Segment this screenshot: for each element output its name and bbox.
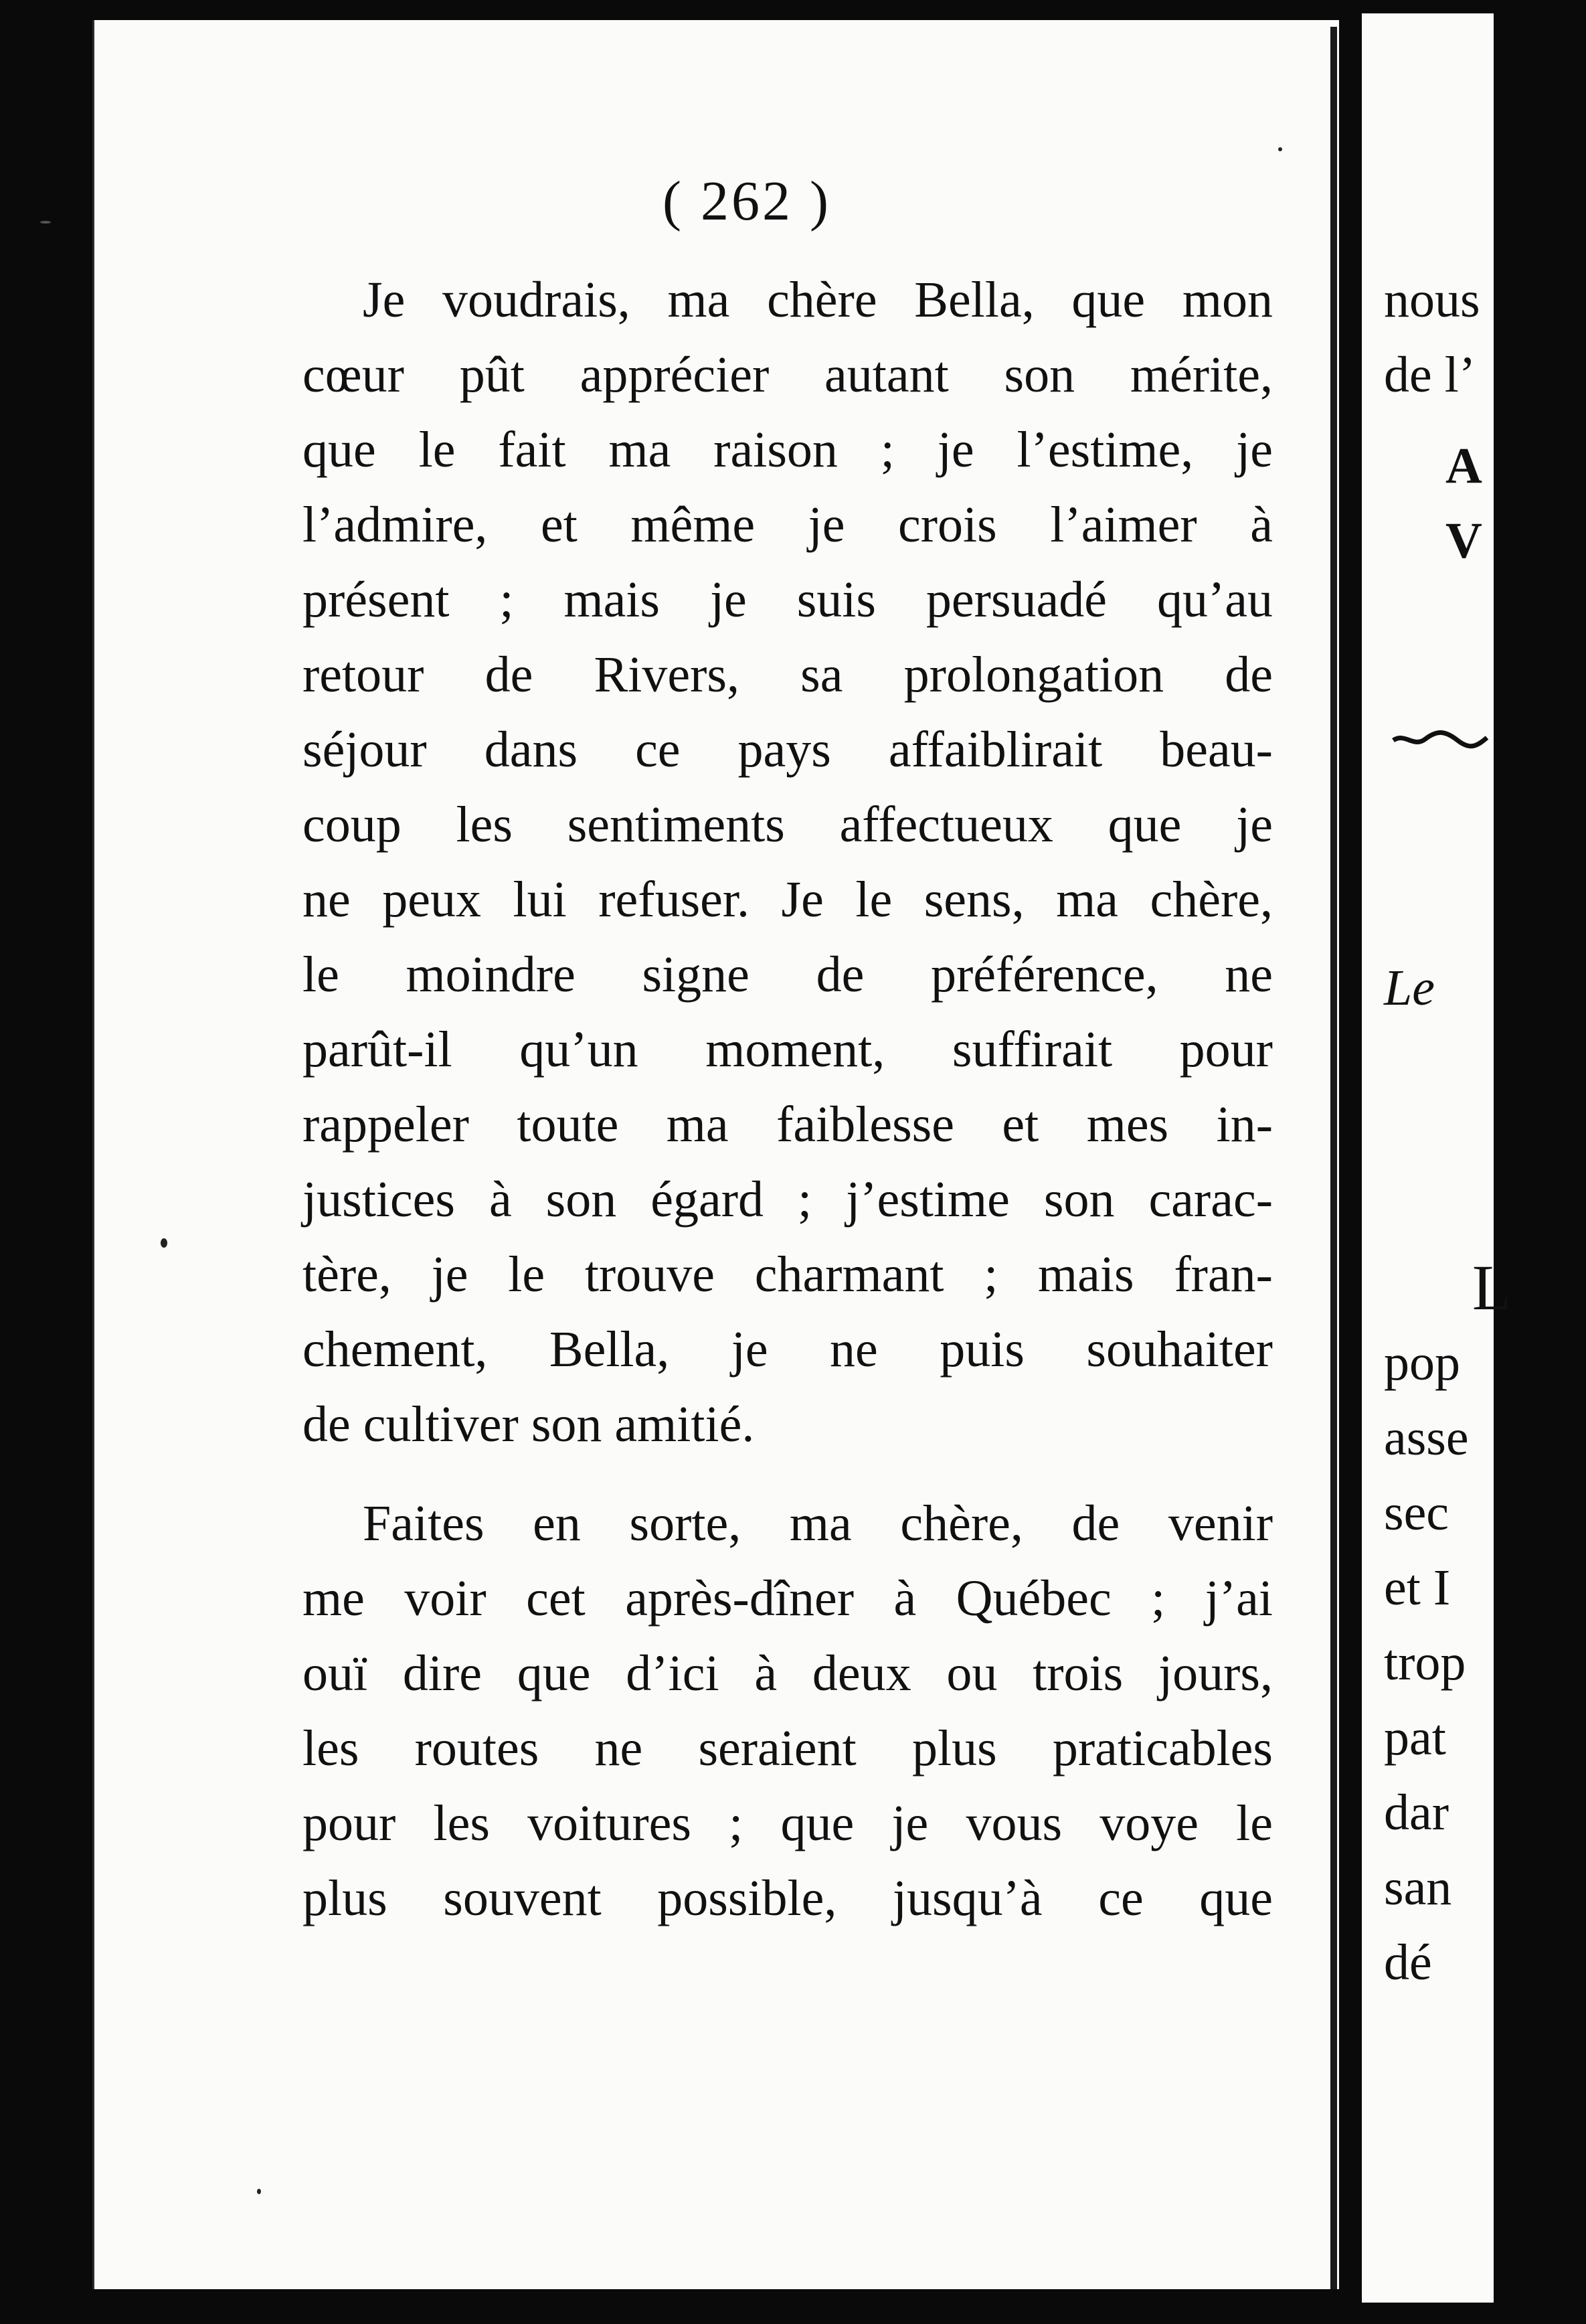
ornament-rule [1393,726,1487,752]
scan-speck [257,2189,261,2194]
right-italic-line: Le [1384,960,1435,1016]
right-page-top-lines [1384,262,1498,412]
text-line: chement, Bella, je ne puis souhaiter [302,1321,1273,1378]
right-text-line: sec [1384,1485,1449,1541]
text-line: justices à son égard ; j’estime son carac- [302,1171,1273,1228]
text-line: cœur pût apprécier autant son mérite, [302,347,1273,403]
text-line: les routes ne seraient plus praticables [302,1720,1273,1776]
right-page-body [1384,1325,1498,2000]
right-text-line: et I [1384,1560,1451,1616]
text-line: retour de Rivers, sa prolongation de [302,647,1273,703]
paragraph-2 [302,1486,1273,1936]
right-page-drop-initial [1472,1250,1586,1325]
right-text-line: dar [1384,1784,1449,1841]
scan-speck [161,1238,167,1248]
text-line: le moindre signe de préférence, ne [302,946,1273,1003]
right-text-line: de l’ [1384,347,1476,403]
text-line: tère, je le trouve charmant ; mais fran- [302,1246,1273,1303]
text-line: ouï dire que d’ici à deux ou trois jours, [302,1645,1273,1702]
right-text-line: pop [1384,1335,1460,1391]
scan-speck [1278,147,1282,151]
text-line: présent ; mais je suis persuadé qu’au [302,572,1273,628]
right-text-line: dé [1384,1934,1432,1991]
right-text-line: trop [1384,1635,1466,1691]
text-line: l’admire, et même je crois l’aimer à [302,497,1273,553]
right-page-heading [1445,428,1559,578]
text-line: plus souvent possible, jusqu’à ce que [302,1870,1273,1926]
right-page-italic [1384,950,1498,1025]
text-line: Faites en sorte, ma chère, de venir [363,1495,1273,1552]
text-line: Je voudrais, ma chère Bella, que mon [363,272,1273,328]
right-text-line: pat [1384,1710,1446,1766]
text-line: parût-il qu’un moment, suffirait pour [302,1021,1273,1078]
text-line: que le fait ma raison ; je l’estime, je [302,422,1273,478]
right-text-line: asse [1384,1410,1469,1466]
drop-initial: L [1472,1252,1512,1323]
text-line: coup les sentiments affectueux que je [302,797,1273,853]
right-text-line: nous [1384,272,1480,328]
text-line: me voir cet après-dîner à Québec ; j’ai [302,1570,1273,1627]
text-line: pour les voitures ; que je vous voye le [302,1795,1273,1851]
scan-speck [40,221,51,224]
text-line: ne peux lui refuser. Je le sens, ma chère, [302,872,1273,928]
paragraph-1 [302,262,1273,1462]
right-text-line: san [1384,1859,1452,1916]
right-heading-line: A [1445,438,1482,494]
text-line: rappeler toute ma faiblesse et mes in- [302,1096,1273,1153]
right-heading-line: V [1445,513,1482,569]
text-line: de cultiver son amitié. [302,1396,755,1452]
page-gutter [1330,27,1337,2289]
page-number: ( 262 ) [663,170,831,232]
text-line: séjour dans ce pays affaiblirait beau- [302,722,1273,778]
